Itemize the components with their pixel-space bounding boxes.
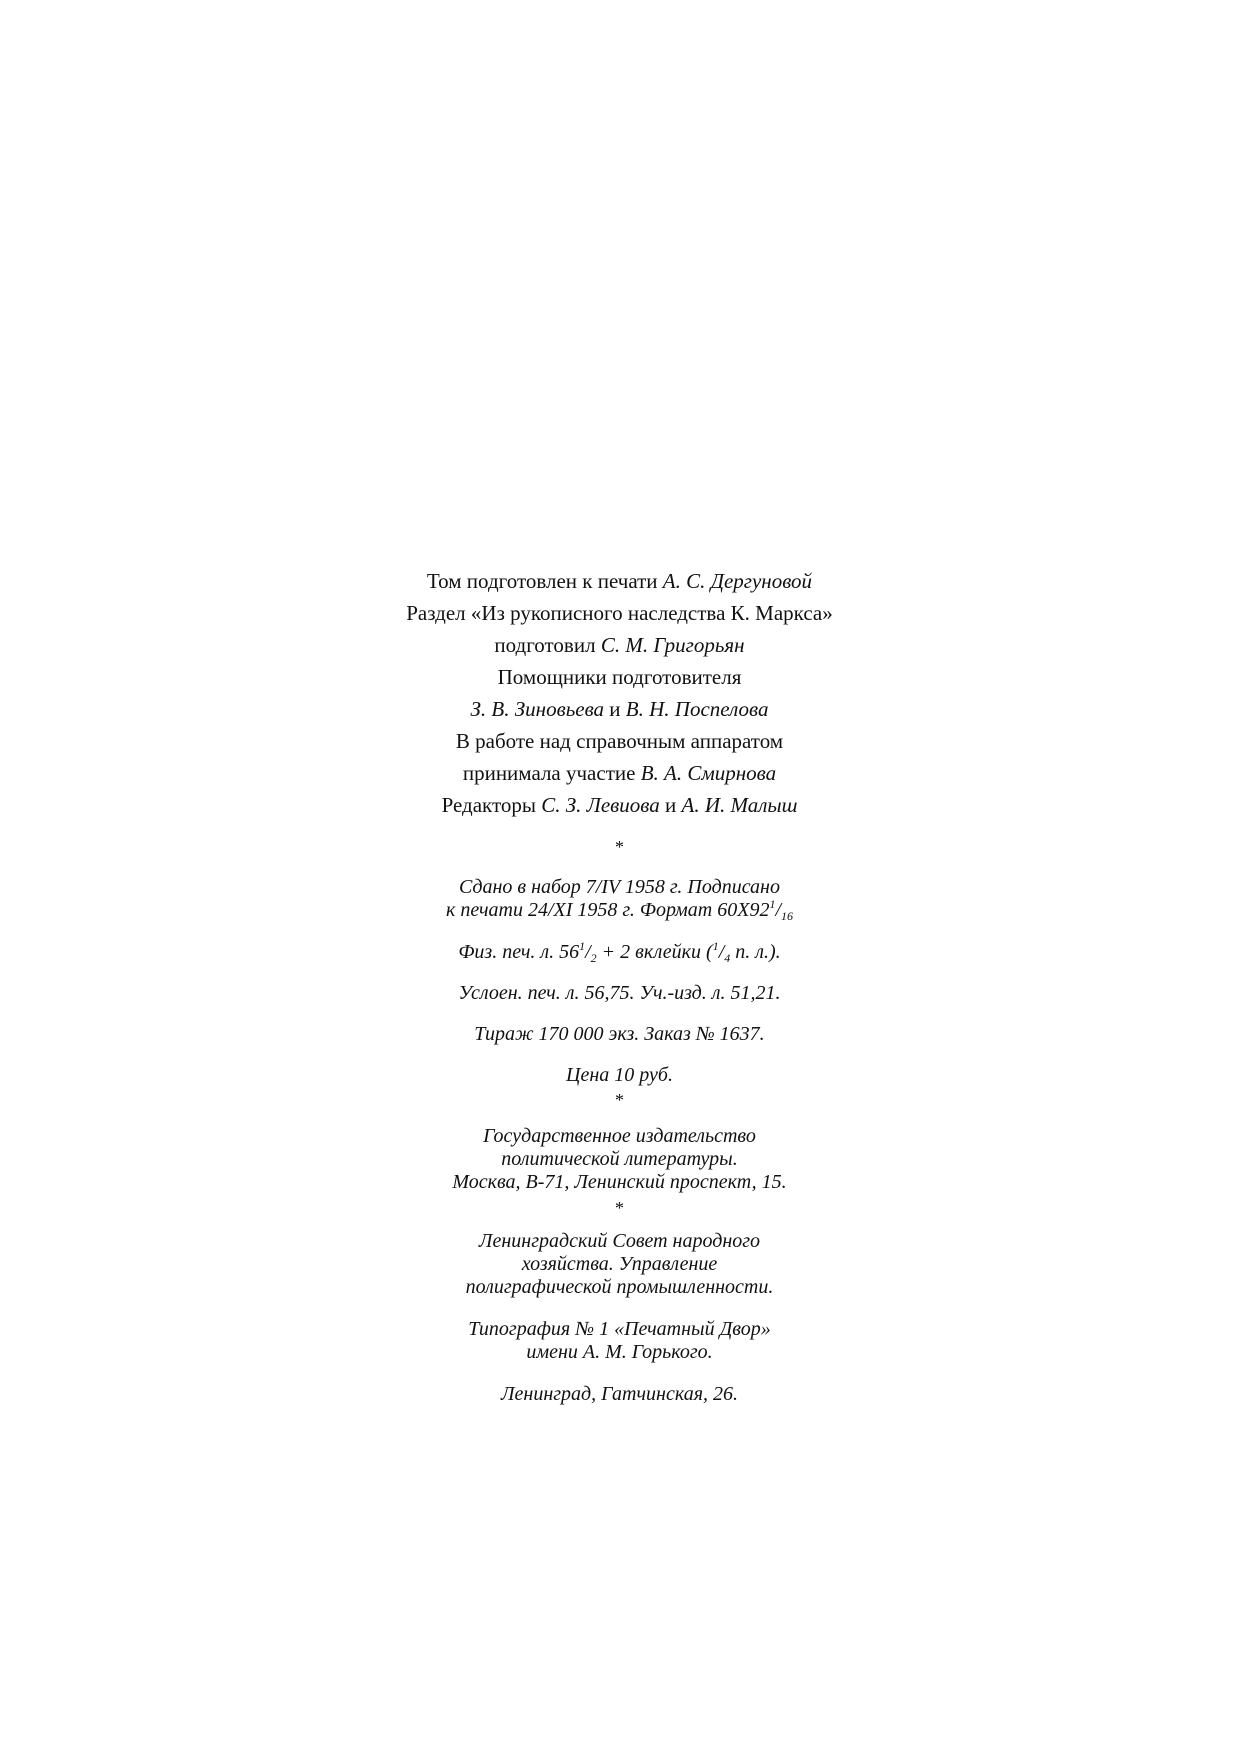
credit-name: В. А. Смирнова bbox=[640, 761, 777, 785]
printer-line: хозяйства. Управление bbox=[521, 1253, 718, 1275]
printer-line: Ленинградский Совет народного bbox=[478, 1230, 761, 1252]
fraction-numerator: 1 bbox=[579, 939, 586, 953]
print-info-price-line: Цена 10 руб. bbox=[566, 1064, 673, 1086]
publisher-line: Государственное издательство bbox=[483, 1125, 756, 1147]
credit-text: Редакторы bbox=[441, 793, 542, 817]
credit-line-section-prepared bbox=[0, 633, 1239, 657]
print-info-text: Физ. печ. л. 56 bbox=[458, 941, 580, 963]
credit-line-participation bbox=[0, 761, 1239, 785]
credit-line-section bbox=[0, 601, 1239, 625]
print-info-line: Тираж 170 000 экз. Заказ № 1637. bbox=[474, 1023, 765, 1045]
print-info-line: Услоен. печ. л. 56,75. Уч.-изд. л. 51,21. bbox=[458, 982, 781, 1004]
credit-line-assistant-names bbox=[0, 697, 1239, 721]
credit-text: Том подготовлен к печати bbox=[426, 569, 663, 593]
fraction-denominator: 16 bbox=[781, 909, 793, 923]
print-info-physical-sheets-line bbox=[0, 941, 1239, 963]
publisher-line: политической литературы. bbox=[501, 1148, 738, 1170]
credit-line-editors bbox=[0, 793, 1239, 817]
print-info-line: Сдано в набор 7/IV 1958 г. Подписано bbox=[459, 876, 780, 898]
credit-line-reference-apparatus bbox=[0, 729, 1239, 753]
fraction-denominator: 4 bbox=[724, 951, 731, 965]
credit-conjunction: и bbox=[604, 697, 626, 721]
credit-text: В работе над справочным аппаратом bbox=[455, 729, 784, 753]
print-info-format-line bbox=[0, 899, 1239, 921]
fraction-numerator: 1 bbox=[712, 939, 719, 953]
print-info-text: п. л.). bbox=[730, 941, 781, 963]
credit-conjunction: и bbox=[659, 793, 682, 817]
credit-name: С. М. Григорьян bbox=[600, 633, 745, 657]
printer-address-line: Ленинград, Гатчинская, 26. bbox=[500, 1383, 738, 1405]
print-info-text: к печати 24/XI 1958 г. Формат 60Х92 bbox=[446, 899, 770, 921]
printer-line: Типография № 1 «Печатный Двор» bbox=[468, 1318, 771, 1340]
separator-star: * bbox=[615, 837, 624, 857]
fraction-slash: / bbox=[718, 941, 725, 963]
credit-text: Помощники подготовителя bbox=[497, 665, 742, 689]
separator-star: * bbox=[615, 1198, 624, 1218]
print-info-text: + 2 вклейки ( bbox=[596, 941, 713, 963]
credit-line-assistants bbox=[0, 665, 1239, 689]
credit-text: принимала участие bbox=[462, 761, 641, 785]
separator-star: * bbox=[615, 1090, 624, 1110]
credit-name: А. С. Дергуновой bbox=[662, 569, 813, 593]
fraction-denominator: 2 bbox=[590, 951, 597, 965]
credit-text: Раздел «Из рукописного наследства К. Маркса» bbox=[406, 601, 833, 625]
fraction-slash: / bbox=[775, 899, 781, 921]
fraction-slash: / bbox=[585, 941, 591, 963]
credit-name: З. В. Зиновьева bbox=[470, 697, 605, 721]
printer-line: полиграфической промышленности. bbox=[465, 1276, 774, 1298]
credit-name: С. З. Левиова bbox=[541, 793, 660, 817]
printer-line: имени А. М. Горького. bbox=[526, 1341, 713, 1363]
fraction-numerator: 1 bbox=[769, 897, 776, 911]
credit-name: В. Н. Поспелова bbox=[625, 697, 769, 721]
credit-line-volume-prepared bbox=[0, 569, 1239, 593]
credit-name: А. И. Малыш bbox=[681, 793, 798, 817]
publisher-address-line: Москва, В-71, Ленинский проспект, 15. bbox=[452, 1171, 787, 1193]
credit-text: подготовил bbox=[494, 633, 601, 657]
